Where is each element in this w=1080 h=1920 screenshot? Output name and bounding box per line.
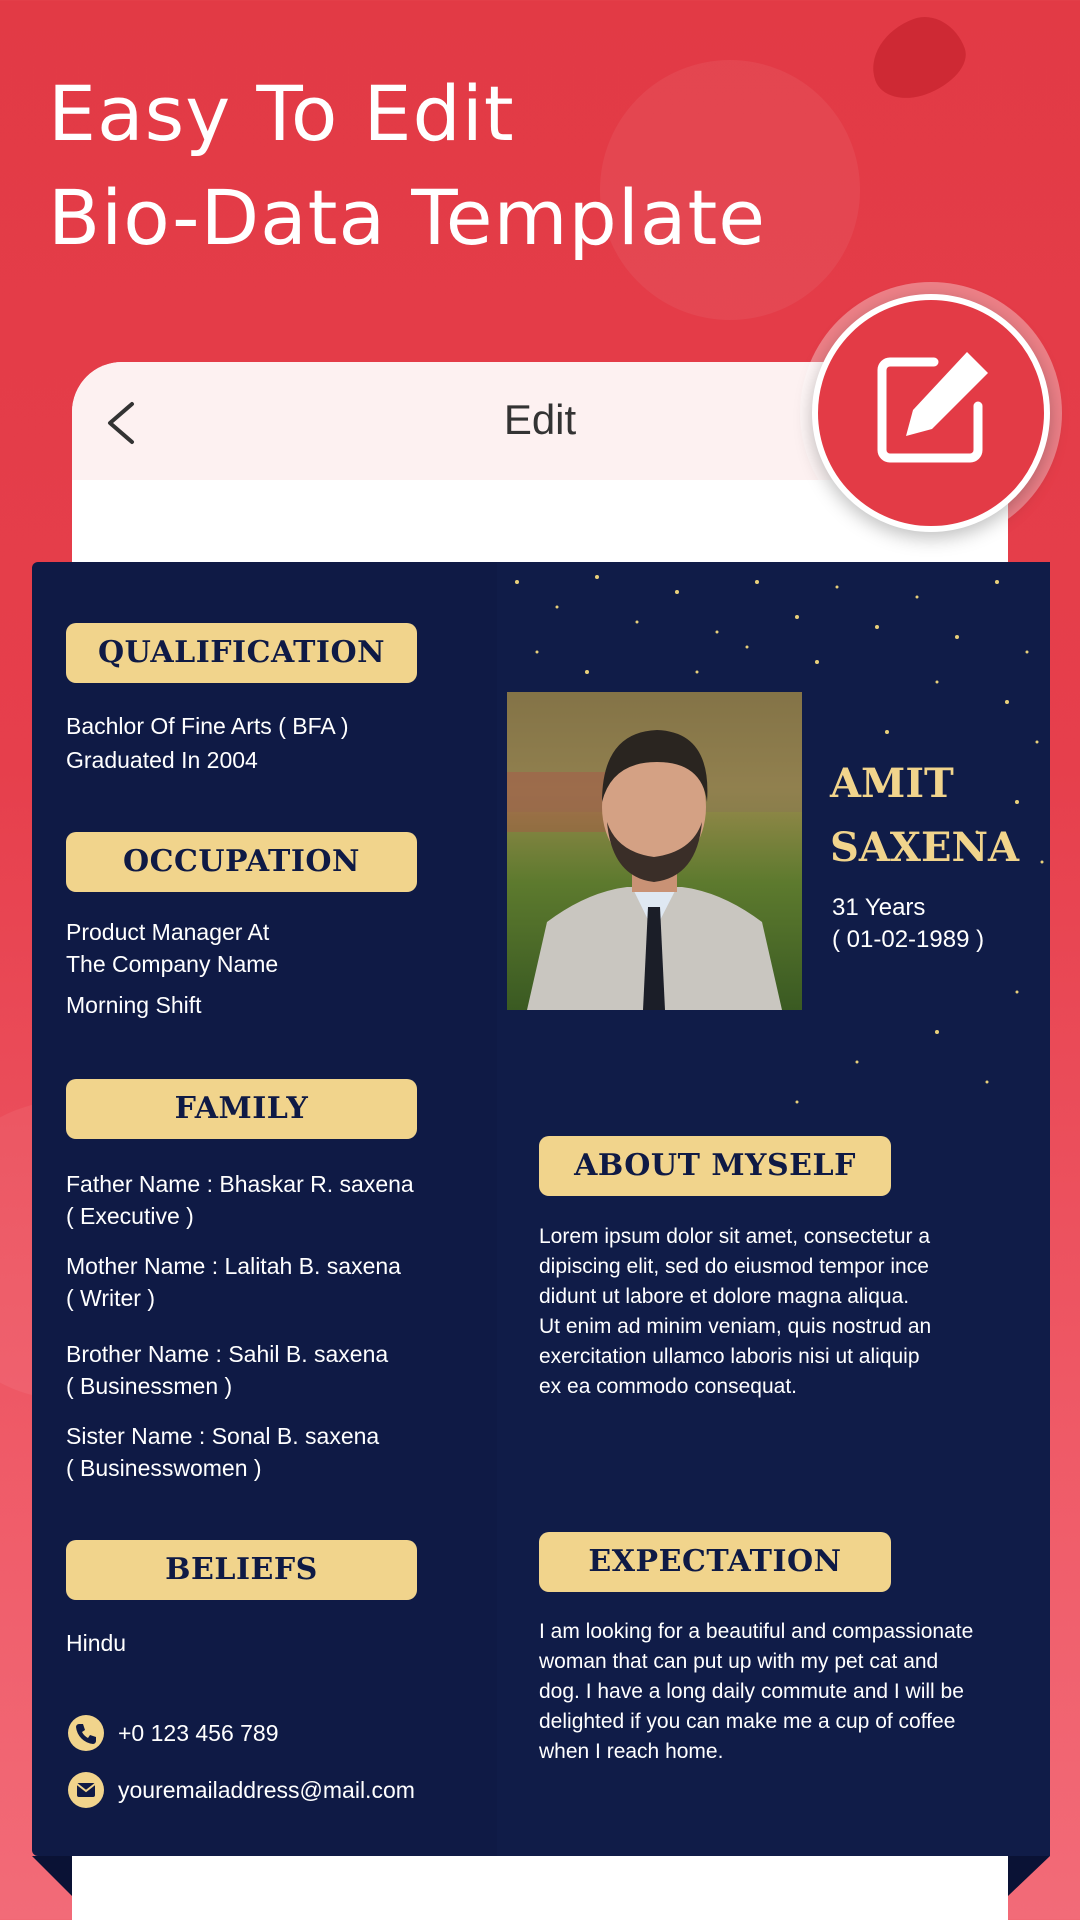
about-heading: ABOUT MYSELF — [539, 1136, 891, 1196]
mother-name: Mother Name : Lalitah B. saxena — [66, 1253, 401, 1279]
portrait-illustration — [507, 692, 802, 1010]
expectation-line-2: woman that can put up with my pet cat and — [539, 1650, 939, 1673]
headline-line-1: Easy To Edit — [48, 69, 515, 158]
phone-mockup-bottom — [72, 1856, 1008, 1920]
expectation-heading: EXPECTATION — [539, 1532, 891, 1592]
beliefs-heading: BELIEFS — [66, 1540, 417, 1600]
sister-role: ( Businesswomen ) — [66, 1455, 262, 1481]
expectation-line-3: dog. I have a long daily commute and I will be — [539, 1680, 964, 1703]
about-line-5: exercitation ullamco laboris nisi ut aliquip — [539, 1345, 920, 1368]
qualification-heading: QUALIFICATION — [66, 623, 417, 683]
profile-age: 31 Years — [832, 894, 926, 921]
biodata-template[interactable] — [32, 562, 1050, 1856]
rose-petal-decoration — [860, 6, 975, 109]
qualification-line-2: Graduated In 2004 — [66, 747, 258, 773]
profile-dob: ( 01-02-1989 ) — [832, 926, 985, 953]
beliefs-value: Hindu — [66, 1630, 127, 1656]
phone-number: +0 123 456 789 — [118, 1720, 279, 1746]
about-line-3: didunt ut labore et dolore magna aliqua. — [539, 1285, 910, 1308]
expectation-line-4: delighted if you can make me a cup of coffee — [539, 1710, 956, 1733]
sister-name: Sister Name : Sonal B. saxena — [66, 1423, 380, 1449]
occupation-line-3: Morning Shift — [66, 992, 202, 1018]
father-role: ( Executive ) — [66, 1203, 194, 1229]
about-line-1: Lorem ipsum dolor sit amet, consectetur a — [539, 1225, 931, 1248]
father-name: Father Name : Bhaskar R. saxena — [66, 1171, 414, 1197]
phone-icon — [68, 1715, 104, 1751]
edit-button[interactable] — [812, 294, 1050, 532]
email-icon — [68, 1772, 104, 1808]
brother-role: ( Businessmen ) — [66, 1373, 233, 1399]
occupation-heading: OCCUPATION — [66, 832, 417, 892]
profile-photo[interactable] — [507, 692, 802, 1010]
family-heading: FAMILY — [66, 1079, 417, 1139]
qualification-line-1: Bachlor Of Fine Arts ( BFA ) — [66, 713, 349, 739]
edit-pencil-icon — [872, 348, 992, 468]
brother-name: Brother Name : Sahil B. saxena — [66, 1341, 389, 1367]
fold-corner-right — [1008, 1856, 1050, 1896]
expectation-line-1: I am looking for a beautiful and compassionate — [539, 1620, 974, 1643]
expectation-line-5: when I reach home. — [539, 1740, 724, 1763]
headline-line-2: Bio-Data Template — [48, 173, 766, 262]
promo-headline — [48, 62, 766, 270]
about-line-6: ex ea commodo consequat. — [539, 1375, 797, 1398]
about-line-4: Ut enim ad minim veniam, quis nostrud an — [539, 1315, 932, 1338]
occupation-line-2: The Company Name — [66, 951, 279, 977]
screen-title: Edit — [503, 396, 577, 443]
profile-last-name: SAXENA — [830, 824, 1020, 871]
occupation-line-1: Product Manager At — [66, 919, 270, 945]
email-address: youremailaddress@mail.com — [118, 1777, 415, 1803]
profile-first-name: AMIT — [830, 760, 954, 807]
fold-corner-left — [32, 1856, 72, 1896]
mother-role: ( Writer ) — [66, 1285, 156, 1311]
about-line-2: dipiscing elit, sed do eiusmod tempor ince — [539, 1255, 929, 1278]
